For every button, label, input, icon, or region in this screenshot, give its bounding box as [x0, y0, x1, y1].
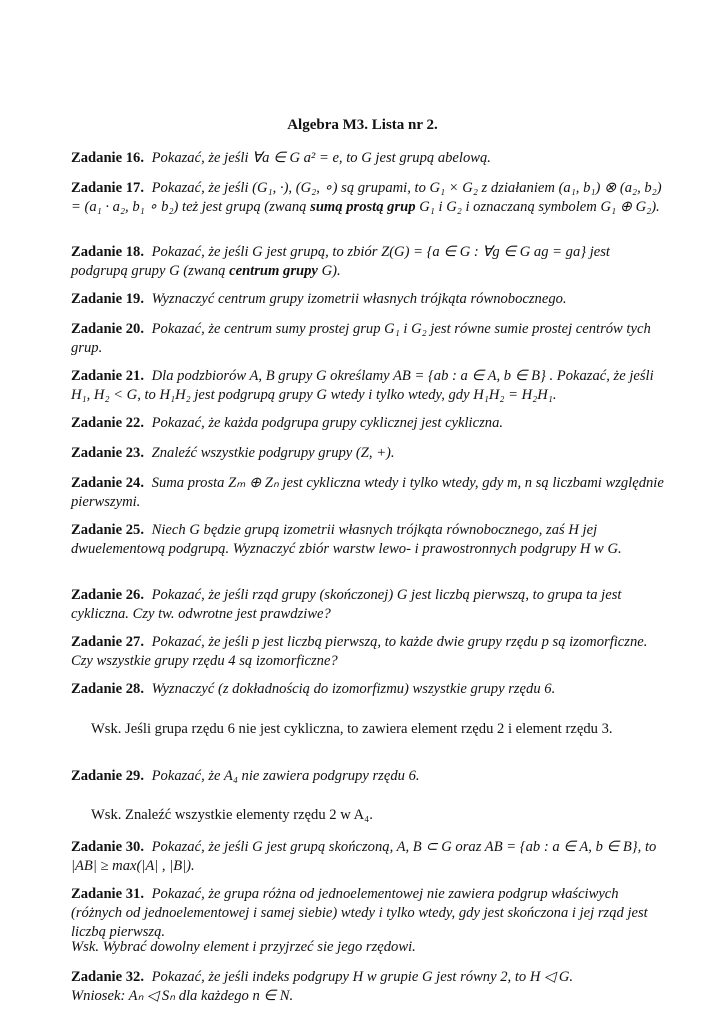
exercise-29-hint — [71, 806, 669, 825]
exercise-label: Zadanie 18. — [71, 244, 144, 260]
exercise-label: Zadanie 31. — [71, 886, 144, 902]
exercise-label: Zadanie 24. — [71, 475, 144, 491]
exercise-18 — [71, 243, 669, 281]
bold-term: sumą prostą grup — [310, 199, 416, 215]
exercise-text: Niech G będzie grupą izometrii własnych trójkąta równobocznego, zaś H jej dwuelementową podgrupą. Wyznaczyć zbiór warstw lewo- i prawostronnych podgrupy H w G. — [71, 522, 622, 557]
exercise-31-hint — [71, 938, 669, 957]
exercise-text: Pokazać, że centrum sumy prostej grup G₁ i G₂ jest równe sumie prostej centrów tych grup. — [71, 321, 651, 356]
exercise-label: Zadanie 30. — [71, 839, 144, 855]
exercise-24 — [71, 474, 669, 512]
exercise-text: Suma prosta Zₘ ⊕ Zₙ jest cykliczna wtedy i tylko wtedy, gdy m, n są liczbami względnie pierwszymi. — [71, 475, 664, 510]
exercise-label: Zadanie 21. — [71, 368, 144, 384]
exercise-32-conclusion — [71, 987, 669, 1006]
exercise-label: Zadanie 25. — [71, 522, 144, 538]
exercise-label: Zadanie 22. — [71, 415, 144, 431]
exercise-32 — [71, 968, 669, 987]
exercise-text-cont: G₁ i G₂ i oznaczaną symbolem G₁ ⊕ G₂). — [419, 199, 660, 215]
exercise-text: Wyznaczyć centrum grupy izometrii własnych trójkąta równobocznego. — [151, 291, 567, 307]
exercise-27 — [71, 633, 669, 671]
exercise-text-cont: G). — [321, 263, 341, 279]
exercise-25 — [71, 521, 669, 559]
exercise-text: Pokazać, że jeśli ∀a ∈ G a² = e, to G jest grupą abelową. — [151, 150, 491, 166]
exercise-text: Pokazać, że jeśli (G₁, ·), (G₂, ∘) są grupami, to G₁ × G₂ z działaniem (a₁, b₁) ⊗ (a₂, b₂) = (a₁ · a₂, b₁ ∘ b₂) też jest grupą (zwaną — [71, 180, 662, 215]
conclusion-text: Wniosek: Aₙ ◁ Sₙ dla każdego n ∈ N. — [71, 988, 294, 1004]
exercise-label: Zadanie 17. — [71, 180, 144, 196]
exercise-label: Zadanie 28. — [71, 681, 144, 697]
exercise-22 — [71, 414, 669, 433]
exercise-text: Pokazać, że A₄ nie zawiera podgrupy rzędu 6. — [151, 768, 420, 784]
exercise-19 — [71, 290, 669, 309]
exercise-text: Pokazać, że jeśli G jest grupą, to zbiór Z(G) = {a ∈ G : ∀g ∈ G ag = ga} jest podgrupą grupy G (zwaną — [71, 244, 610, 279]
exercise-label: Zadanie 16. — [71, 150, 144, 166]
exercise-28 — [71, 680, 669, 699]
hint-text: Wsk. Jeśli grupa rzędu 6 nie jest cykliczna, to zawiera element rzędu 2 i element rzędu 3. — [91, 721, 613, 737]
exercise-30 — [71, 838, 669, 876]
exercise-text: Pokazać, że każda podgrupa grupy cyklicznej jest cykliczna. — [151, 415, 504, 431]
exercise-label: Zadanie 19. — [71, 291, 144, 307]
hint-text: Wsk. Wybrać dowolny element i przyjrzeć sie jego rzędowi. — [71, 939, 416, 955]
exercise-16 — [71, 149, 669, 168]
exercise-17 — [71, 179, 669, 217]
exercise-23 — [71, 444, 669, 463]
exercise-text: Pokazać, że grupa różna od jednoelementowej nie zawiera podgrup właściwych (różnych od jednoelementowej i samej siebie) wtedy i tylko wtedy, gdy jest skończona i jej rząd jest liczbą pierwszą. — [71, 886, 648, 940]
exercise-label: Zadanie 26. — [71, 587, 144, 603]
exercise-label: Zadanie 23. — [71, 445, 144, 461]
exercise-label: Zadanie 20. — [71, 321, 144, 337]
exercise-28-hint — [71, 720, 669, 739]
exercise-26 — [71, 586, 669, 624]
exercise-text: Pokazać, że jeśli rząd grupy (skończonej) G jest liczbą pierwszą, to grupa ta jest cykliczna. Czy tw. odwrotne jest prawdziwe? — [71, 587, 622, 622]
exercise-21 — [71, 367, 669, 405]
exercise-text: Znaleźć wszystkie podgrupy grupy (Z, +). — [151, 445, 395, 461]
exercise-text: Pokazać, że jeśli indeks podgrupy H w grupie G jest równy 2, to H ◁ G. — [151, 969, 574, 985]
exercise-text: Pokazać, że jeśli G jest grupą skończoną, A, B ⊂ G oraz AB = {ab : a ∈ A, b ∈ B}, to |AB| ≥ max(|A| , |B|). — [71, 839, 657, 874]
exercise-31 — [71, 885, 669, 942]
exercise-text: Dla podzbiorów A, B grupy G określamy AB = {ab : a ∈ A, b ∈ B} . Pokazać, że jeśli H₁, H₂ < G, to H₁H₂ jest podgrupą grupy G wtedy i tylko wtedy, gdy H₁H₂ = H₂H₁. — [71, 368, 654, 403]
exercise-20 — [71, 320, 669, 358]
exercise-text: Wyznaczyć (z dokładnością do izomorfizmu) wszystkie grupy rzędu 6. — [151, 681, 556, 697]
exercise-label: Zadanie 29. — [71, 768, 144, 784]
hint-text: Wsk. Znaleźć wszystkie elementy rzędu 2 w A₄. — [91, 807, 373, 823]
bold-term: centrum grupy — [229, 263, 318, 279]
exercise-label: Zadanie 27. — [71, 634, 144, 650]
exercise-text: Pokazać, że jeśli p jest liczbą pierwszą, to każde dwie grupy rzędu p są izomorficzne. Czy wszystkie grupy rzędu 4 są izomorficzne? — [71, 634, 648, 669]
exercise-29 — [71, 767, 669, 786]
page-title: Algebra M3. Lista nr 2. — [287, 117, 438, 133]
exercise-label: Zadanie 32. — [71, 969, 144, 985]
